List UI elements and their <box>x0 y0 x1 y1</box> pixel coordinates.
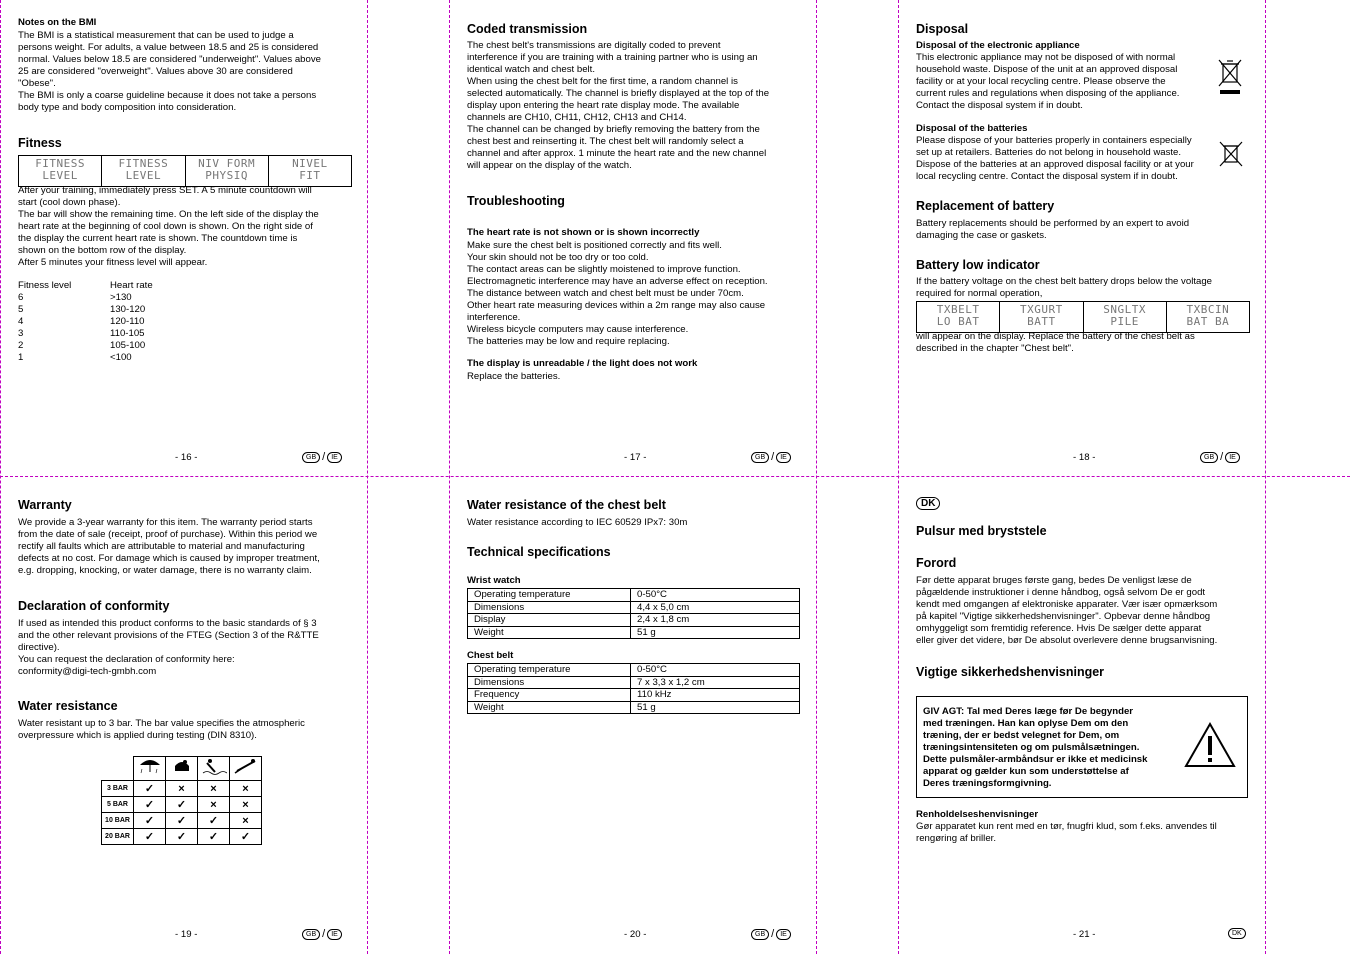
low-text: If the battery voltage on the chest belt battery drops below the voltage required for normal operation, <box>916 276 1212 299</box>
page-number: - 21 - <box>1073 929 1096 940</box>
page-20 <box>467 477 797 947</box>
mark: ✓ <box>134 781 166 797</box>
page-21 <box>916 477 1246 947</box>
mark: × <box>230 781 262 797</box>
chest-heading: Chest belt <box>467 650 514 661</box>
warning-text: GIV AGT: Tal med Deres læge før De begynder med træningen. Han kan oplyse Dem om den træning, der er bedst velegnet for Dem, om træningsintensiteten og om pulsmålsætningen. Dette pulsmåler-armbåndsur er ikke et medicinsk apparat og gælder kun som understøttelse af Deres træningsformgivning. <box>923 706 1148 789</box>
spec-value: 0-50°C <box>631 589 800 602</box>
table-cell: 120-110 <box>110 316 145 327</box>
spec-label: Dimensions <box>468 601 631 614</box>
forord-heading: Forord <box>916 556 957 570</box>
lcd-cell: FITNESS LEVEL <box>19 156 102 186</box>
spec-value: 110 kHz <box>631 689 800 702</box>
ie-badge: IE <box>776 929 791 940</box>
rain-icon <box>134 757 166 781</box>
mark: × <box>198 781 230 797</box>
warranty-heading: Warranty <box>18 498 72 512</box>
diving-icon <box>230 757 262 781</box>
page-number: - 20 - <box>624 929 647 940</box>
troubleshooting-heading: Troubleshooting <box>467 194 565 208</box>
gb-badge: GB <box>751 929 769 940</box>
language-badges <box>751 451 791 463</box>
chest-spec-table <box>467 663 800 714</box>
bar-label: 5 BAR <box>102 797 134 813</box>
wr-text: Water resistant up to 3 bar. The bar value specifies the atmospheric overpressure which is applied during testing (DIN 8310). <box>18 718 305 741</box>
spec-label: Frequency <box>468 689 631 702</box>
tech-heading: Technical specifications <box>467 545 611 559</box>
page-number: - 18 - <box>1073 452 1096 463</box>
language-badges <box>751 928 791 940</box>
forord-text: Før dette apparat bruges første gang, bedes De venligst læse de pågældende instruktioner i denne håndbog, også selvom De er godt kendt med omgangen af elektroniske apparater. Vær især opmærksom på kapitel "Vigtige sikkerhedshenvisninger". Opbevar denne håndbog omhyggeligt som fremtidig reference. Hvis De sælger dette apparat eller giver det videre, bør De absolut overlevere denne brugsanvisning. <box>916 575 1218 646</box>
table-header-row <box>102 757 262 781</box>
mark: ✓ <box>230 829 262 845</box>
warranty-text: We provide a 3-year warranty for this item. The warranty period starts from the date of sale (receipt, proof of purchase). Within this period we rectify all faults which are attributable to material and manufacturing defects at no cost. For damage which is caused by improper treatment, e.g. dropping, knocking, or water damage, there is no warranty claim. <box>18 517 320 576</box>
hand-wash-icon <box>166 757 198 781</box>
table-row <box>18 352 153 364</box>
clean-text: Gør apparatet kun rent med en tør, fnugfri klud, som f.eks. anvendes til rengøring af briller. <box>916 821 1217 844</box>
table-row <box>468 689 800 702</box>
mark: ✓ <box>134 813 166 829</box>
ie-badge: IE <box>327 452 342 463</box>
spec-value: 2,4 x 1,8 cm <box>631 614 800 627</box>
mark: ✓ <box>198 813 230 829</box>
spec-value: 7 x 3,3 x 1,2 cm <box>631 676 800 689</box>
table-cell: 110-105 <box>110 328 145 339</box>
table-cell: 130-120 <box>110 304 146 315</box>
hr-heading: The heart rate is not shown or is shown incorrectly <box>467 227 700 238</box>
lcd-cell: NIVEL FIT <box>292 157 328 182</box>
dk-flag-badge <box>916 497 940 510</box>
gb-badge: GB <box>1200 452 1218 463</box>
decl-text: If used as intended this product conforms to the basic standards of § 3 and the other relevant provisions of the FTEG (Section 3 of the R&TTE directive). You can request the declaration of conformity here: conformity@digi-tech-gmbh.com <box>18 618 319 677</box>
lcd-cell: SNGLTX PILE <box>1084 302 1167 332</box>
table-cell: 6 <box>18 292 24 303</box>
fitness-table <box>18 280 153 364</box>
language-badges <box>302 928 342 940</box>
replace-text: Battery replacements should be performed by an expert to avoid damaging the case or gaskets. <box>916 218 1190 241</box>
lcd-cell: TXBELT LO BAT <box>917 302 1000 332</box>
coded-heading: Coded transmission <box>467 22 588 36</box>
gb-badge: GB <box>751 452 769 463</box>
table-cell: 2 <box>18 340 24 351</box>
page-divider-4 <box>816 0 817 954</box>
table-row <box>468 676 800 689</box>
bar-label: 3 BAR <box>102 781 134 797</box>
table-row <box>102 813 262 829</box>
table-row <box>18 328 153 340</box>
lcd-cell: FITNESS LEVEL <box>102 156 185 186</box>
elec-text: This electronic appliance may not be disposed of with normal household waste. Dispose of the unit at an approved disposal facility or at your local recycling centre. Please observe the current rules and regulations when disposing of the appliance. Contact the disposal system if in doubt. <box>916 52 1180 111</box>
swimming-icon <box>198 757 230 781</box>
dk-badge: DK <box>916 497 940 510</box>
page-divider-1 <box>0 0 1 954</box>
language-badges <box>302 451 342 463</box>
low-heading: Battery low indicator <box>916 258 1040 272</box>
slash: / <box>771 451 775 463</box>
table-cell: <100 <box>110 352 132 363</box>
language-badges <box>1228 928 1246 939</box>
table-row <box>468 601 800 614</box>
table-cell: 105-100 <box>110 340 146 351</box>
table-row <box>102 797 262 813</box>
page-divider-2 <box>367 0 368 954</box>
crossed-bin-icon <box>1218 140 1244 168</box>
table-header: Heart rate <box>110 280 153 291</box>
table-header: Fitness level <box>18 280 72 291</box>
table-row <box>468 626 800 639</box>
table-cell: 1 <box>18 352 24 363</box>
mark: ✓ <box>166 813 198 829</box>
mark: × <box>166 781 198 797</box>
wr-heading: Water resistance <box>18 699 118 713</box>
language-badges <box>1200 451 1240 463</box>
mark: ✓ <box>134 829 166 845</box>
mark: × <box>230 813 262 829</box>
page-number: - 17 - <box>624 452 647 463</box>
ie-badge: IE <box>327 929 342 940</box>
table-row <box>468 701 800 714</box>
page-divider-5 <box>898 0 899 954</box>
spec-value: 51 g <box>631 626 800 639</box>
spec-value: 4,4 x 5,0 cm <box>631 601 800 614</box>
mark: ✓ <box>166 829 198 845</box>
wrist-heading: Wrist watch <box>467 575 521 586</box>
bmi-text: The BMI is a statistical measurement that can be used to judge a persons weight. For adults, a value between 18.5 and 25 is considered normal. Values below 18.5 are considered "underweight". Values above 25 are considered "overweight". Values above 30 are considered "Obese". The BMI is only a coarse guideline because it does not take a persons body type and body composition into consideration. <box>18 30 321 113</box>
bar-label: 20 BAR <box>102 829 134 845</box>
gb-badge: GB <box>302 452 320 463</box>
coded-text: The chest belt's transmissions are digitally coded to prevent interference if you are training with a training partner who is using an identical watch and chest belt. When using the chest belt for the first time, a random channel is selected automatically. The channel is briefly displayed at the top of the display upon entering the heart rate display mode. The available channels are CH10, CH11, CH12, CH13 and CH14. The channel can be changed by briefly removing the battery from the chest best and reinserting it. The chest belt will randomly select a channel and after approx. 1 minute the heart rate and the new channel will appear on the display of the watch. <box>467 40 770 171</box>
table-row <box>468 589 800 602</box>
crossed-bin-icon <box>1216 58 1244 96</box>
page-divider-3 <box>449 0 450 954</box>
page-title: Pulsur med bryststele <box>916 524 1047 538</box>
slash: / <box>322 451 326 463</box>
spec-label: Weight <box>468 701 631 714</box>
ie-badge: IE <box>1225 452 1240 463</box>
wrcb-heading: Water resistance of the chest belt <box>467 498 666 512</box>
spec-label: Operating temperature <box>468 589 631 602</box>
table-header-row <box>18 280 153 292</box>
display-text: Replace the batteries. <box>467 371 561 382</box>
bmi-heading: Notes on the BMI <box>18 17 97 28</box>
elec-heading: Disposal of the electronic appliance <box>916 40 1080 51</box>
mark: ✓ <box>166 797 198 813</box>
fitness-heading: Fitness <box>18 136 62 150</box>
table-row <box>18 340 153 352</box>
table-cell: 5 <box>18 304 24 315</box>
replace-heading: Replacement of battery <box>916 199 1055 213</box>
table-row <box>468 664 800 677</box>
low-text-2: will appear on the display. Replace the battery of the chest belt as described in the chapter "Chest belt". <box>916 331 1195 354</box>
clean-heading: Renholdelseshenvisninger <box>916 809 1039 820</box>
page-divider-6 <box>1265 0 1266 954</box>
table-cell: 3 <box>18 328 24 339</box>
lcd-cell: TXBCIN BAT BA <box>1186 303 1230 328</box>
battery-lcd-strip <box>916 301 1250 333</box>
batt-text: Please dispose of your batteries properly in containers especially set up at retailers. Batteries do not belong in household waste. Dispose of the batteries at an approved disposal facility or at your local recycling centre. Contact the disposal system if in doubt. <box>916 135 1194 182</box>
disposal-heading: Disposal <box>916 22 969 36</box>
table-row <box>468 614 800 627</box>
lcd-cell: NIV FORM PHYSIQ <box>186 156 269 186</box>
gb-badge: GB <box>302 929 320 940</box>
empty-cell <box>102 757 134 781</box>
table-cell: >130 <box>110 292 132 303</box>
mark: ✓ <box>198 829 230 845</box>
warning-box <box>916 696 1248 798</box>
fitness-text: After your training, immediately press SET. A 5 minute countdown will start (cool down phase). The bar will show the remaining time. On the left side of the display the heart rate at the beginning of cool down is shown. On the right side of the display the current heart rate is shown. The countdown time is shown on the bottom row of the display. After 5 minutes your fitness level will appear. <box>18 185 319 268</box>
spec-label: Display <box>468 614 631 627</box>
table-row <box>18 292 153 304</box>
page-17 <box>467 0 797 470</box>
fitness-lcd-strip <box>18 155 352 187</box>
spec-label: Weight <box>468 626 631 639</box>
hr-text: Make sure the chest belt is positioned correctly and fits well. Your skin should not be too dry or too cold. The contact areas can be slightly moistened to improve function. Electromagnetic interference may have an adverse effect on reception. The distance between watch and chest belt must be under 70cm. Other heart rate measuring devices within a 2m range may also cause interference. Wireless bicycle computers may cause interference. The batteries may be low and require replacing. <box>467 240 768 347</box>
slash: / <box>1220 451 1224 463</box>
spec-value: 51 g <box>631 701 800 714</box>
spec-label: Dimensions <box>468 676 631 689</box>
page-16 <box>18 0 348 470</box>
lcd-cell: TXGURT BATT <box>1000 302 1083 332</box>
display-heading: The display is unreadable / the light does not work <box>467 358 698 369</box>
water-resistance-table <box>101 756 262 845</box>
slash: / <box>771 928 775 940</box>
table-row <box>18 316 153 328</box>
warning-triangle-icon <box>1183 721 1237 769</box>
batt-heading: Disposal of the batteries <box>916 123 1028 134</box>
wrist-spec-table <box>467 588 800 639</box>
page-19 <box>18 477 348 947</box>
page-number: - 19 - <box>175 929 198 940</box>
page-18 <box>916 0 1246 470</box>
bar-label: 10 BAR <box>102 813 134 829</box>
safety-heading: Vigtige sikkerhedshenvisninger <box>916 665 1105 679</box>
wrcb-text: Water resistance according to IEC 60529 IPx7: 30m <box>467 517 688 528</box>
table-row <box>18 304 153 316</box>
mark: × <box>230 797 262 813</box>
spec-value: 0-50°C <box>631 664 800 677</box>
spec-label: Operating temperature <box>468 664 631 677</box>
mark: ✓ <box>134 797 166 813</box>
page-number: - 16 - <box>175 452 198 463</box>
ie-badge: IE <box>776 452 791 463</box>
dk-badge: DK <box>1228 928 1246 939</box>
slash: / <box>322 928 326 940</box>
table-cell: 4 <box>18 316 24 327</box>
table-row <box>102 829 262 845</box>
mark: × <box>198 797 230 813</box>
table-row <box>102 781 262 797</box>
decl-heading: Declaration of conformity <box>18 599 170 613</box>
